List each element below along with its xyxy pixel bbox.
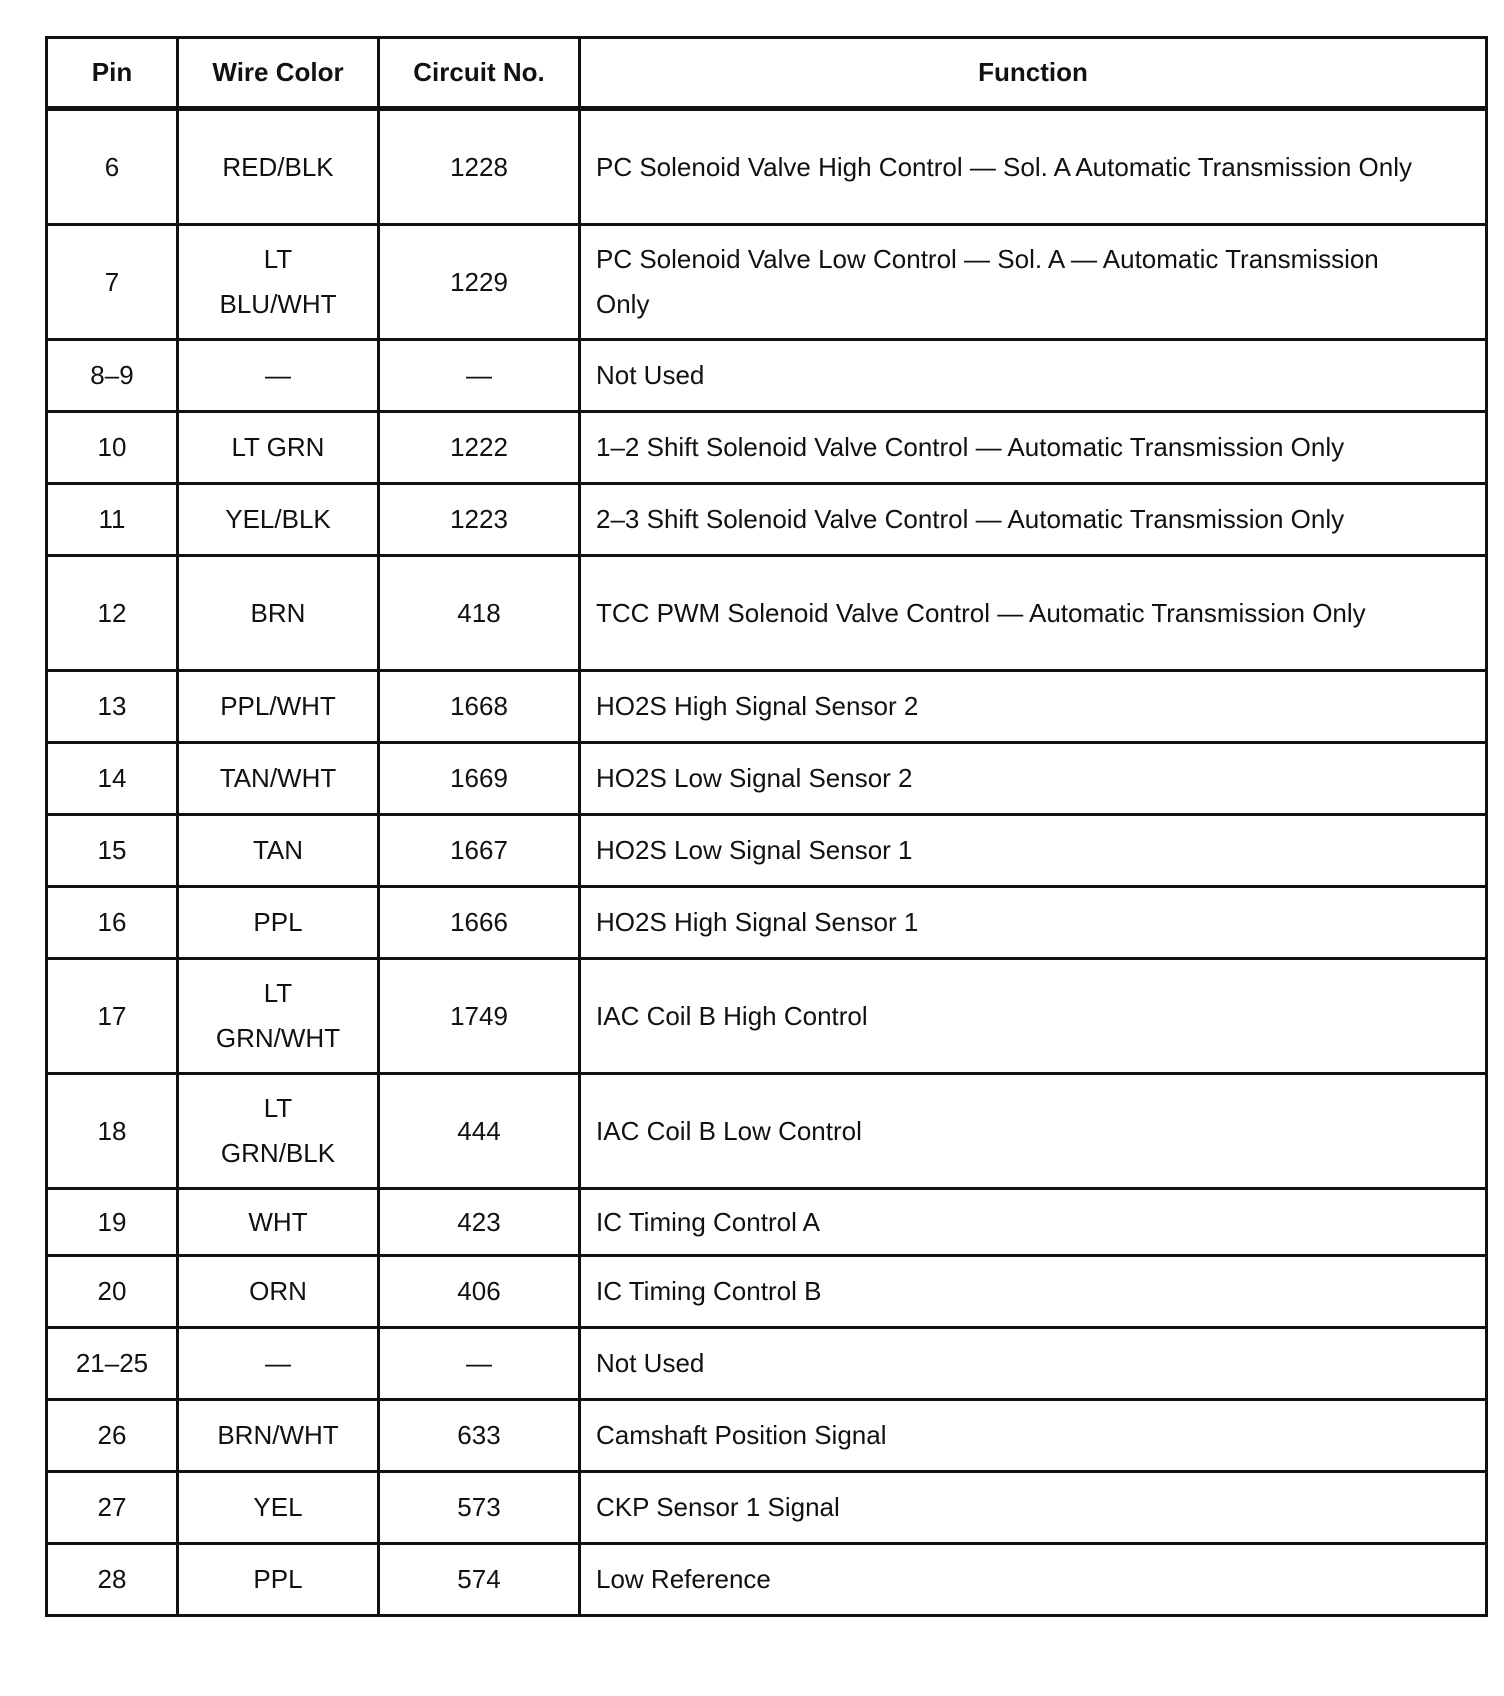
table-row [47,1328,1487,1400]
cell-pin: 15 [47,815,178,887]
cell-function: HO2S High Signal Sensor 2 [580,671,1487,743]
connector-pin-table [45,36,1488,1617]
cell-function: IAC Coil B Low Control [580,1074,1487,1189]
cell-pin: 8–9 [47,340,178,412]
cell-pin: 19 [47,1189,178,1256]
cell-pin: 13 [47,671,178,743]
cell-wire-color: LT GRN/BLK [178,1074,379,1189]
cell-circuit: 444 [379,1074,580,1189]
cell-circuit: 406 [379,1256,580,1328]
cell-circuit: 1667 [379,815,580,887]
cell-function: IC Timing Control B [580,1256,1487,1328]
cell-circuit: 1669 [379,743,580,815]
cell-function: IC Timing Control A [580,1189,1487,1256]
cell-circuit: 423 [379,1189,580,1256]
table-row [47,1544,1487,1616]
cell-pin: 14 [47,743,178,815]
cell-circuit: 633 [379,1400,580,1472]
cell-function: Camshaft Position Signal [580,1400,1487,1472]
cell-pin: 27 [47,1472,178,1544]
cell-pin: 17 [47,959,178,1074]
table-row [47,887,1487,959]
cell-pin: 21–25 [47,1328,178,1400]
header-wire-color: Wire Color [178,38,379,109]
header-circuit-no: Circuit No. [379,38,580,109]
cell-function: PC Solenoid Valve Low Control — Sol. A — Automatic Transmission Only [580,225,1487,340]
cell-wire-color: YEL/BLK [178,484,379,556]
cell-pin: 12 [47,556,178,671]
cell-circuit: 1749 [379,959,580,1074]
table-row [47,1472,1487,1544]
cell-function: Low Reference [580,1544,1487,1616]
cell-circuit: 1223 [379,484,580,556]
cell-function: TCC PWM Solenoid Valve Control — Automatic Transmission Only [580,556,1487,671]
cell-function: 2–3 Shift Solenoid Valve Control — Automatic Transmission Only [580,484,1487,556]
cell-wire-color: LT BLU/WHT [178,225,379,340]
cell-wire-color: PPL/WHT [178,671,379,743]
table-row [47,743,1487,815]
table-row [47,959,1487,1074]
cell-wire-color: LT GRN/WHT [178,959,379,1074]
cell-pin: 6 [47,109,178,225]
cell-pin: 20 [47,1256,178,1328]
table-row [47,340,1487,412]
cell-function: HO2S High Signal Sensor 1 [580,887,1487,959]
table-row [47,556,1487,671]
header-row [47,38,1487,109]
table-row [47,1256,1487,1328]
cell-pin: 10 [47,412,178,484]
cell-circuit: 1222 [379,412,580,484]
cell-pin: 7 [47,225,178,340]
table-row [47,815,1487,887]
table-row [47,671,1487,743]
cell-circuit: 1229 [379,225,580,340]
cell-wire-color: RED/BLK [178,109,379,225]
header-function: Function [580,38,1487,109]
cell-pin: 28 [47,1544,178,1616]
cell-circuit: — [379,1328,580,1400]
cell-wire-color: TAN/WHT [178,743,379,815]
table-row [47,1074,1487,1189]
cell-wire-color: PPL [178,1544,379,1616]
cell-circuit: 1666 [379,887,580,959]
cell-circuit: 1668 [379,671,580,743]
table-row [47,225,1487,340]
table-row [47,1400,1487,1472]
cell-wire-color: — [178,1328,379,1400]
table-row [47,412,1487,484]
cell-wire-color: YEL [178,1472,379,1544]
cell-function: 1–2 Shift Solenoid Valve Control — Automatic Transmission Only [580,412,1487,484]
cell-wire-color: — [178,340,379,412]
cell-circuit: — [379,340,580,412]
cell-pin: 18 [47,1074,178,1189]
cell-circuit: 574 [379,1544,580,1616]
cell-wire-color: PPL [178,887,379,959]
table-row [47,1189,1487,1256]
cell-wire-color: TAN [178,815,379,887]
cell-pin: 11 [47,484,178,556]
cell-function: HO2S Low Signal Sensor 2 [580,743,1487,815]
cell-wire-color: LT GRN [178,412,379,484]
cell-function: CKP Sensor 1 Signal [580,1472,1487,1544]
cell-pin: 16 [47,887,178,959]
cell-function: PC Solenoid Valve High Control — Sol. A Automatic Transmission Only [580,109,1487,225]
header-pin: Pin [47,38,178,109]
table-row [47,484,1487,556]
cell-function: HO2S Low Signal Sensor 1 [580,815,1487,887]
cell-function: Not Used [580,340,1487,412]
cell-circuit: 418 [379,556,580,671]
cell-wire-color: BRN/WHT [178,1400,379,1472]
cell-pin: 26 [47,1400,178,1472]
cell-wire-color: WHT [178,1189,379,1256]
table-row [47,109,1487,225]
cell-circuit: 1228 [379,109,580,225]
cell-wire-color: BRN [178,556,379,671]
cell-wire-color: ORN [178,1256,379,1328]
cell-circuit: 573 [379,1472,580,1544]
cell-function: Not Used [580,1328,1487,1400]
cell-function: IAC Coil B High Control [580,959,1487,1074]
